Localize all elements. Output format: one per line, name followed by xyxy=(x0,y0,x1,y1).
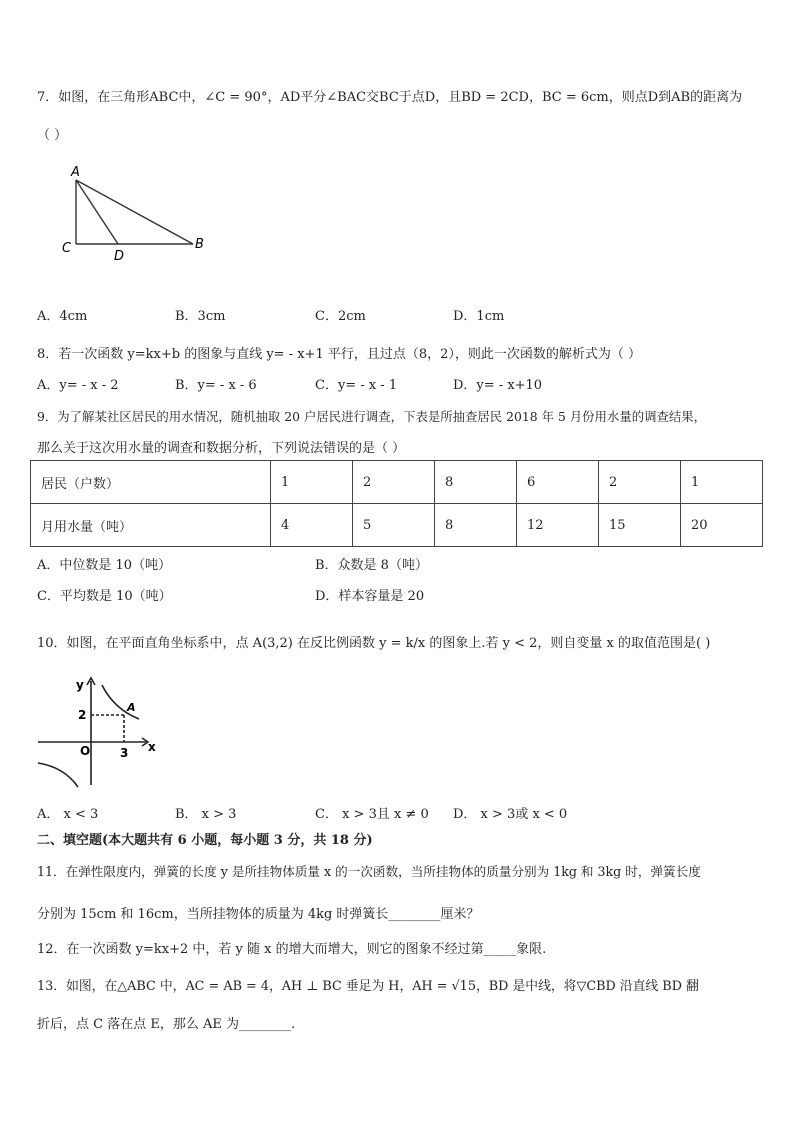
label-d: D xyxy=(114,249,125,264)
q13-stem-line2: 折后，点 C 落在点 E，那么 AE 为________. xyxy=(37,1017,296,1032)
origin-label: O xyxy=(80,744,91,758)
segment-ad xyxy=(76,180,118,244)
q7-stem: 7．如图，在三角形ABC中，∠C = 90°，AD平分∠BAC交BC于点D，且BD = 2CD，BC = 6cm，则点D到AB的距离为 xyxy=(37,90,743,105)
q10-option-c: C． x > 3且 x ≠ 0 xyxy=(315,807,429,822)
table-cell: 4 xyxy=(271,504,353,547)
q10-option-a: A． x < 3 xyxy=(37,807,99,822)
q7-option-b: B．3cm xyxy=(175,309,226,324)
table-cell: 居民（户数） xyxy=(31,461,271,504)
table-cell: 8 xyxy=(435,461,517,504)
x-axis-label: x xyxy=(148,740,156,754)
q8-stem: 8．若一次函数 y=kx+b 的图象与直线 y= - x+1 平行，且过点（8，2），则此一次函数的解析式为（ ） xyxy=(37,347,642,362)
table-cell: 8 xyxy=(435,504,517,547)
table-row xyxy=(31,504,763,547)
side-ab xyxy=(76,180,193,244)
q10-option-b: B． x > 3 xyxy=(175,807,237,822)
section-fill-in-heading: 二、填空题(本大题共有 6 小题，每小题 3 分，共 18 分) xyxy=(37,833,373,848)
q9-option-b: B．众数是 8（吨） xyxy=(315,558,428,573)
q8-option-b: B．y= - x - 6 xyxy=(175,378,257,393)
table-cell: 5 xyxy=(353,504,435,547)
y-tick-2: 2 xyxy=(78,708,87,722)
table-row xyxy=(31,461,763,504)
q11-stem-line1: 11．在弹性限度内，弹簧的长度 y 是所挂物体质量 x 的一次函数，当所挂物体的质量分别为 1kg 和 3kg 时，弹簧长度 xyxy=(37,864,701,879)
table-cell: 1 xyxy=(271,461,353,504)
q9-option-a: A．中位数是 10（吨） xyxy=(37,558,172,573)
table-cell: 6 xyxy=(517,461,599,504)
q9-stem-line1: 9．为了解某社区居民的用水情况，随机抽取 20 户居民进行调查，下表是所抽查居民 2018 年 5 月份用水量的调查结果， xyxy=(37,409,707,424)
q7-option-a: A．4cm xyxy=(37,309,88,324)
point-a-label: A xyxy=(127,701,136,714)
label-a: A xyxy=(71,165,80,180)
q9-option-d: D．样本容量是 20 xyxy=(315,589,425,604)
q9-stem-line2: 那么关于这次用水量的调查和数据分析，下列说法错误的是（ ） xyxy=(37,441,406,456)
q7-option-c: C．2cm xyxy=(315,309,366,324)
table-cell: 12 xyxy=(517,504,599,547)
q13-stem-line1: 13．如图，在△ABC 中，AC = AB = 4，AH ⊥ BC 垂足为 H，AH = √15，BD 是中线，将▽CBD 沿直线 BD 翻 xyxy=(37,979,699,994)
q7-answer-paren: （ ） xyxy=(37,128,68,143)
y-axis-label: y xyxy=(76,678,84,692)
table-cell: 20 xyxy=(681,504,763,547)
q12-stem: 12．在一次函数 y=kx+2 中，若 y 随 x 的增大而增大，则它的图象不经过第_____象限. xyxy=(37,942,547,957)
table-cell: 2 xyxy=(353,461,435,504)
hyperbola-branch-left xyxy=(38,763,78,787)
q7-triangle-figure xyxy=(58,162,218,264)
q10-option-d: D． x > 3或 x < 0 xyxy=(453,807,568,822)
q10-coordinate-figure xyxy=(36,675,166,790)
label-b: B xyxy=(195,237,204,252)
table-cell: 2 xyxy=(599,461,681,504)
table-cell: 15 xyxy=(599,504,681,547)
q9-water-usage-table xyxy=(30,460,763,547)
label-c: C xyxy=(62,241,72,256)
q8-option-a: A．y= - x - 2 xyxy=(37,378,119,393)
table-cell: 1 xyxy=(681,461,763,504)
q7-option-d: D．1cm xyxy=(453,309,505,324)
x-tick-3: 3 xyxy=(120,746,129,760)
table-cell: 月用水量（吨） xyxy=(31,504,271,547)
q10-stem: 10．如图，在平面直角坐标系中，点 A(3,2) 在反比例函数 y = k/x 的图象上.若 y < 2，则自变量 x 的取值范围是( ) xyxy=(37,636,711,651)
q9-option-c: C．平均数是 10（吨） xyxy=(37,589,172,604)
q11-stem-line2: 分别为 15cm 和 16cm，当所挂物体的质量为 4kg 时弹簧长________厘米？ xyxy=(37,907,480,922)
q8-option-c: C．y= - x - 1 xyxy=(315,378,398,393)
q8-option-d: D．y= - x+10 xyxy=(453,378,543,393)
